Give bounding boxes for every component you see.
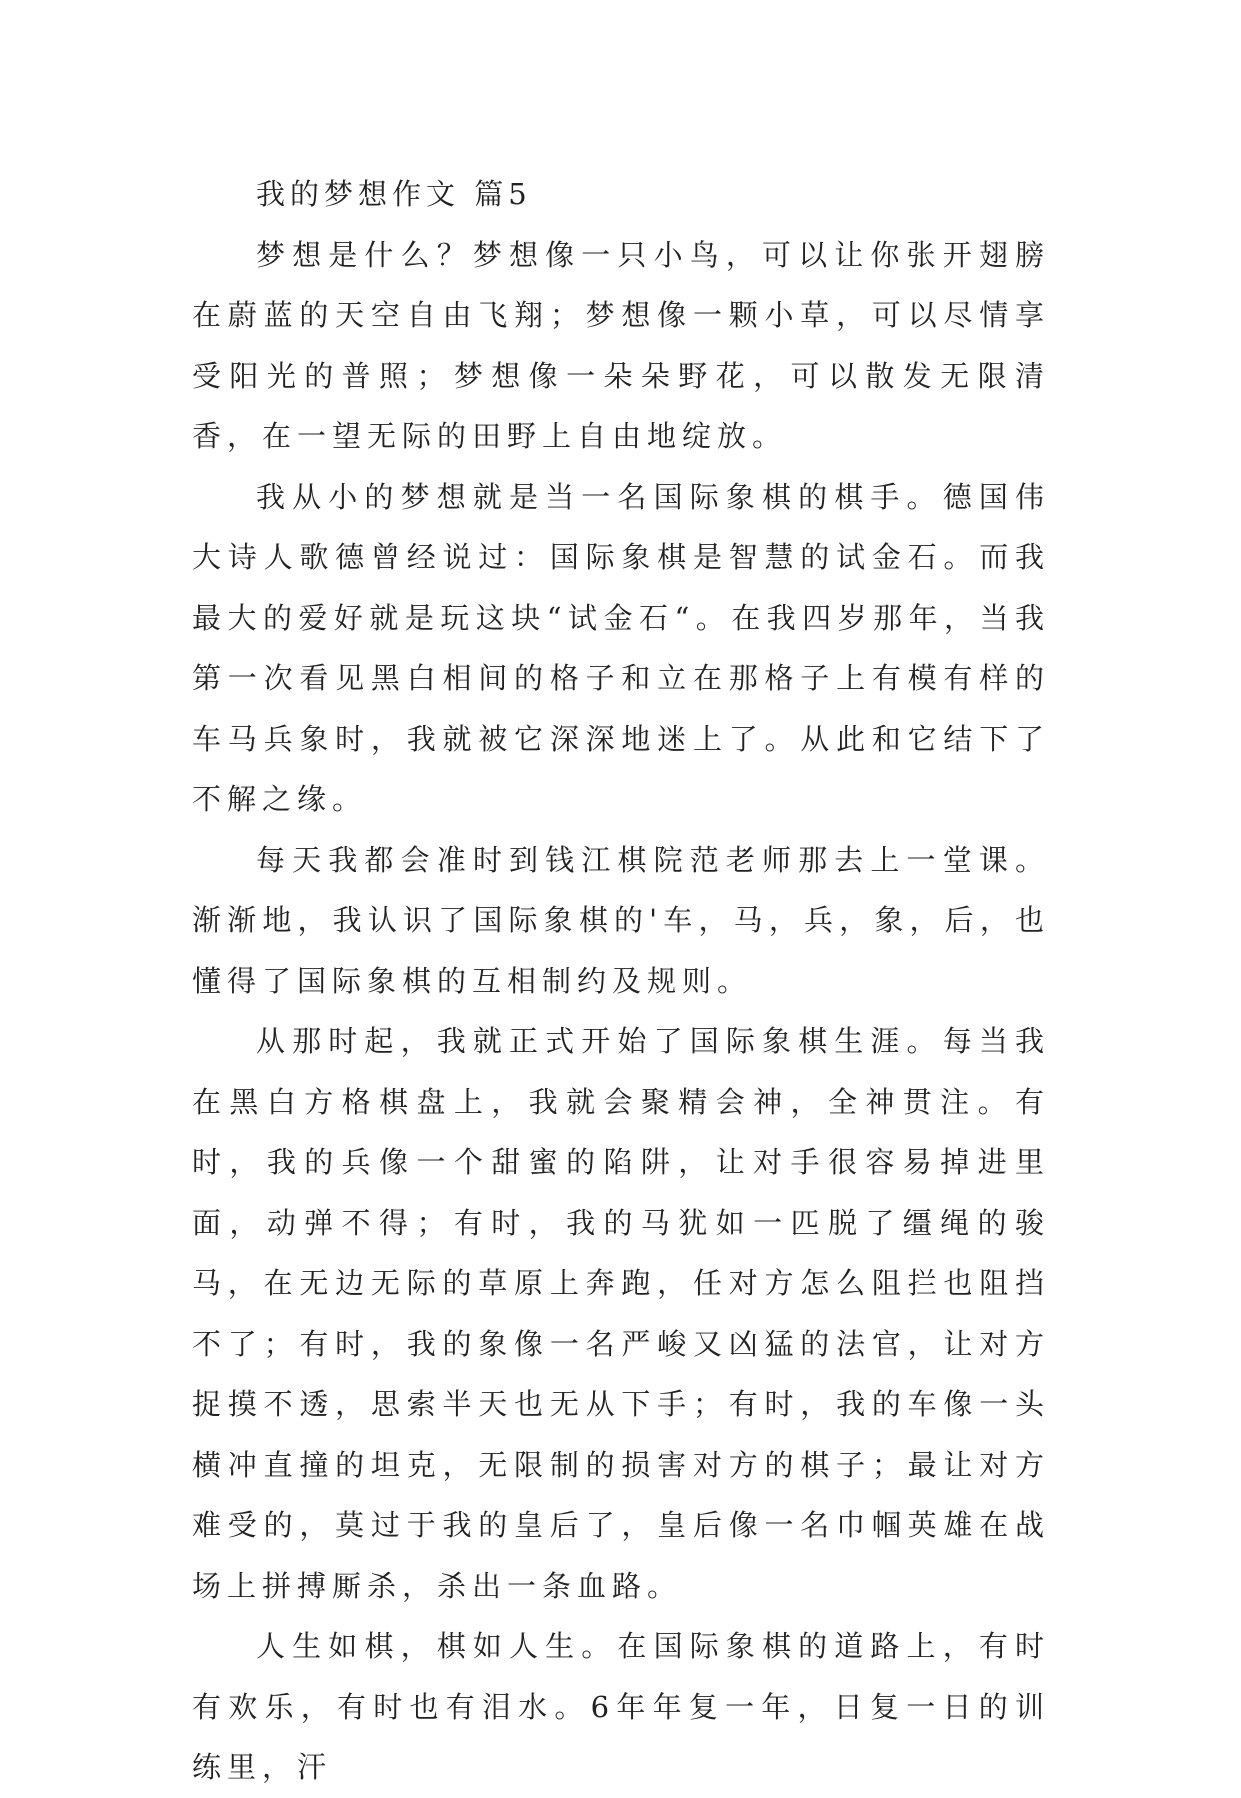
paragraph-5: 人生如棋，棋如人生。在国际象棋的道路上，有时有欢乐，有时也有泪水。6年年复一年，日复一日的训练里，汗 (192, 1629, 1050, 1784)
paragraph-2: 我从小的梦想就是当一名国际象棋的棋手。德国伟大诗人歌德曾经说过：国际象棋是智慧的试金石。而我最大的爱好就是玩这块“试金石“。在我四岁那年，当我第一次看见黑白相间的格子和立在那格子上有模有样的车马兵象时，我就被它深深地迷上了。从此和它结下了不解之缘。 (192, 479, 1050, 816)
paragraph-4: 从那时起，我就正式开始了国际象棋生涯。每当我在黑白方格棋盘上，我就会聚精会神，全神贯注。有时，我的兵像一个甜蜜的陷阱，让对手很容易掉进里面，动弹不得；有时，我的马犹如一匹脱了缰绳的骏马，在无边无际的草原上奔跑，任对方怎么阻拦也阻挡不了；有时，我的象像一名严峻又凶猛的法官，让对方捉摸不透，思索半天也无从下手；有时，我的车像一头横冲直撞的坦克，无限制的损害对方的棋子；最让对方难受的，莫过于我的皇后了，皇后像一名巾帼英雄在战场上拼搏厮杀，杀出一条血路。 (192, 1024, 1050, 1603)
paragraph-3: 每天我都会准时到钱江棋院范老师那去上一堂课。渐渐地，我认识了国际象棋的'车，马，兵，象，后，也懂得了国际象棋的互相制约及规则。 (192, 842, 1050, 998)
essay-title: 我的梦想作文 篇5 (256, 177, 532, 211)
paragraph-1: 梦想是什么？梦想像一只小鸟，可以让你张开翅膀在蔚蓝的天空自由飞翔；梦想像一颗小草，可以尽情享受阳光的普照；梦想像一朵朵野花，可以散发无限清香，在一望无际的田野上自由地绽放。 (192, 237, 1050, 453)
document-body (192, 164, 1050, 1798)
